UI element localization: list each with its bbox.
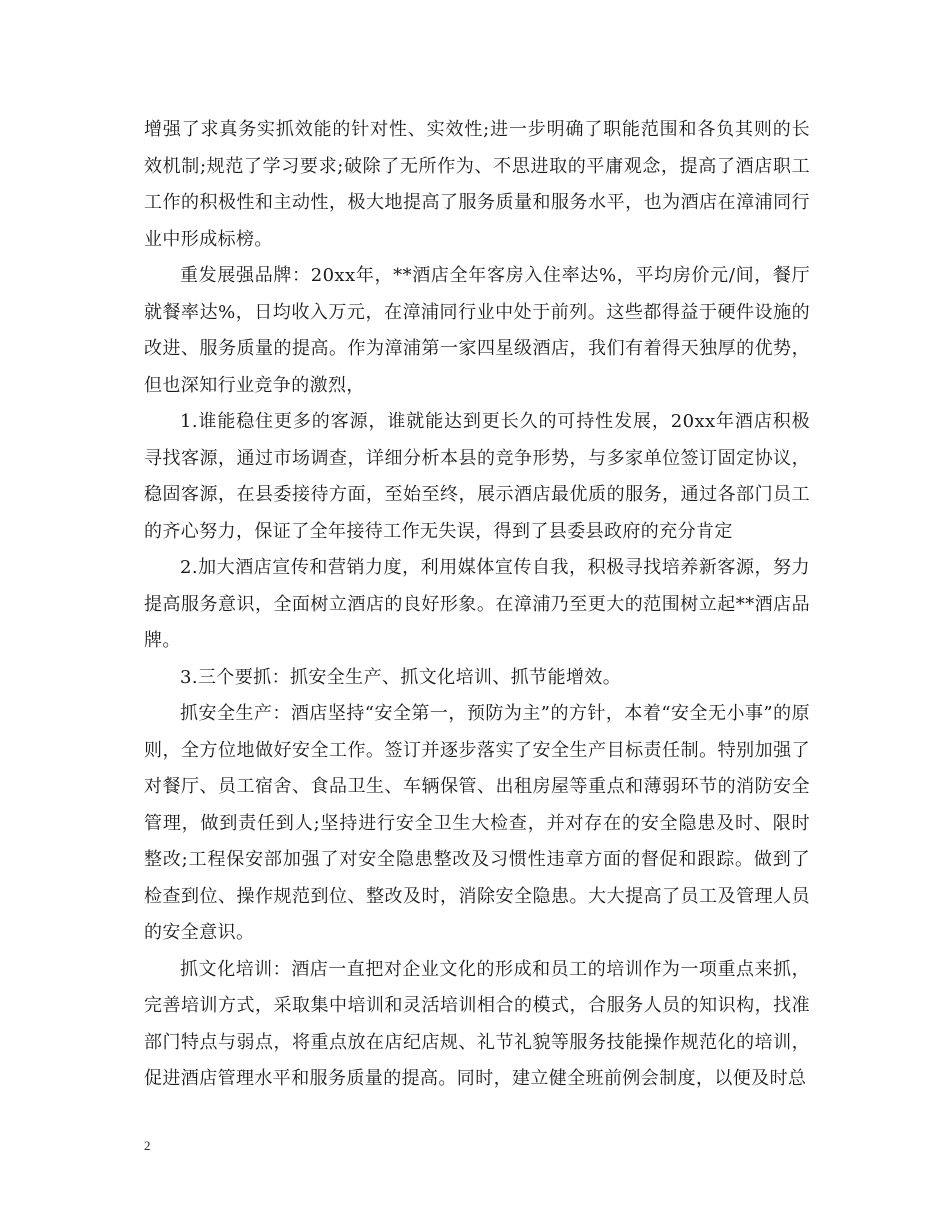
page-number: 2 xyxy=(144,1138,151,1153)
paragraph-item-1-customer-source: 1.谁能稳住更多的客源，谁就能达到更长久的可持性发展，20xx年酒店积极寻找客源，通过市场调查，详细分析本县的竞争形势，与多家单位签订固定协议，稳固客源，在县委接待方面，至始至终，展示酒店最优质的服务，通过各部门员工的齐心努力，保证了全年接待工作无失误，得到了县委县政府的充分肯定 xyxy=(144,411,810,542)
paragraph-culture-training: 抓文化培训：酒店一直把对企业文化的形成和员工的培训作为一项重点来抓，完善培训方式，采取集中培训和灵活培训相合的模式，合服务人员的知识构，找准部门特点与弱点，将重点放在店纪店规、礼节礼貌等服务技能操作规范化的培训，促进酒店管理水平和服务质量的提高。同时，建立健全班前例会制度，以便及时总 xyxy=(144,958,810,1089)
paragraph-summary-continued: 增强了求真务实抓效能的针对性、实效性;进一步明确了职能范围和各负其则的长效机制;规范了学习要求;破除了无所作为、不思进取的平庸观念，提高了酒店职工工作的积极性和主动性，极大地提高了服务质量和服务水平，也为酒店在漳浦同行业中形成标榜。 xyxy=(144,119,810,250)
paragraph-safety-production: 抓安全生产：酒店坚持“安全第一，预防为主”的方针，本着“安全无小事”的原则，全方位地做好安全工作。签订并逐步落实了安全生产目标责任制。特别加强了对餐厅、员工宿舍、食品卫生、车辆保管、出租房屋等重点和薄弱环节的消防安全管理，做到责任到人;坚持进行安全卫生大检查，并对存在的安全隐患及时、限时整改;工程保安部加强了对安全隐患整改及习惯性违章方面的督促和跟踪。做到了检查到位、操作规范到位、整改及时，消除安全隐患。大大提高了员工及管理人员的安全意识。 xyxy=(144,703,810,943)
document-body xyxy=(144,112,810,1098)
paragraph-item-3-three-focuses: 3.三个要抓：抓安全生产、抓文化培训、抓节能增效。 xyxy=(180,666,622,688)
paragraph-brand-development: 重发展强品牌：20xx年，**酒店全年客房入住率达%，平均房价元/间，餐厅就餐率达%，日均收入万元，在漳浦同行业中处于前列。这些都得益于硬件设施的改进、服务质量的提高。作为漳浦第一家四星级酒店，我们有着得天独厚的优势，但也深知行业竞争的激烈， xyxy=(144,265,810,396)
paragraph-item-2-marketing: 2.加大酒店宣传和营销力度，利用媒体宣传自我，积极寻找培养新客源，努力提高服务意识，全面树立酒店的良好形象。在漳浦乃至更大的范围树立起**酒店品牌。 xyxy=(144,557,810,651)
